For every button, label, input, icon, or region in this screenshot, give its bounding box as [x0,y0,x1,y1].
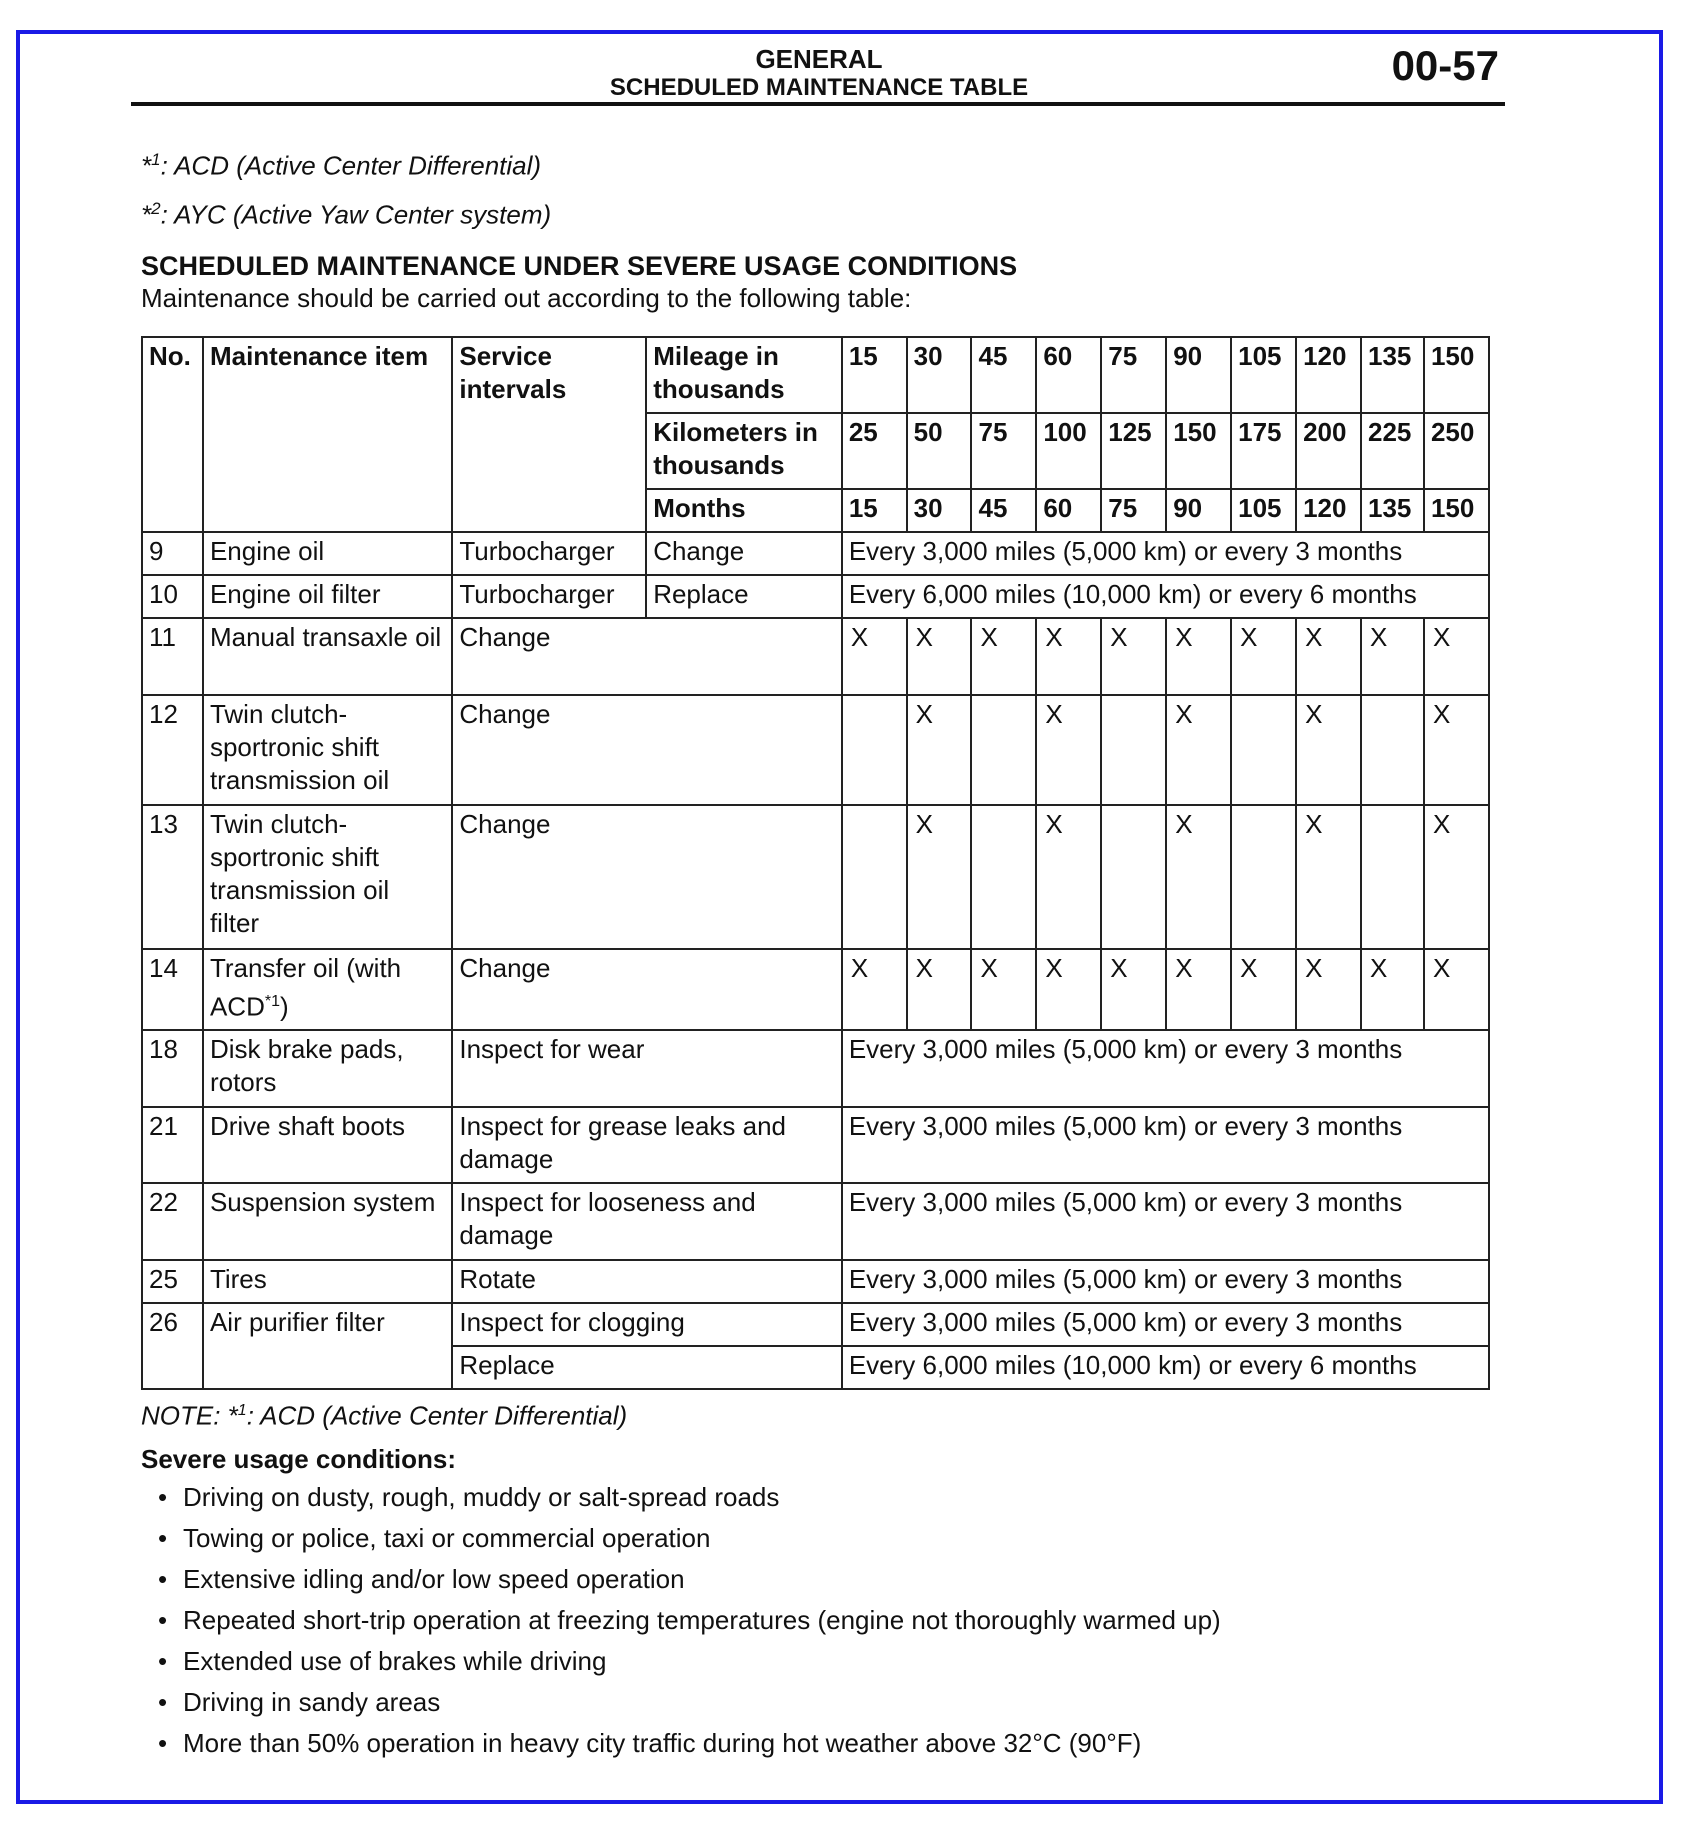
x-mark: X [1231,618,1296,695]
row-service: Change [452,618,841,695]
conditions-list [141,1482,1221,1769]
row-interval: Every 3,000 miles (5,000 km) or every 3 months [842,532,1489,575]
mileage-value: 120 [1296,337,1361,413]
row-interval: Every 3,000 miles (5,000 km) or every 3 months [842,1303,1489,1346]
row-number: 9 [142,532,203,575]
section-intro: Maintenance should be carried out according to the following table: [141,283,912,313]
row-number: 26 [142,1303,203,1389]
x-mark: X [971,949,1036,1030]
row-action: Change [646,532,842,575]
kilometers-value: 150 [1166,413,1231,489]
x-mark: X [907,618,972,695]
x-mark: X [1296,618,1361,695]
list-item: • Extended use of brakes while driving [158,1646,607,1676]
table-row [142,575,1489,618]
x-mark: X [1036,618,1101,695]
row-interval: Every 3,000 miles (5,000 km) or every 3 months [842,1260,1489,1303]
x-mark: X [1361,618,1424,695]
months-value: 15 [842,489,907,532]
bullet-icon: • [158,1605,168,1635]
x-mark: X [1166,949,1231,1030]
row-item: Engine oil filter [203,575,452,618]
kilometers-value: 25 [842,413,907,489]
table-row [142,695,1489,805]
row-item: Manual transaxle oil [203,618,452,695]
empty-cell [1101,805,1166,949]
x-mark: X [1296,695,1361,805]
x-mark: X [1361,949,1424,1030]
table-row [142,1183,1489,1260]
months-value: 105 [1231,489,1296,532]
row-service: Rotate [452,1260,841,1303]
kilometers-value: 125 [1101,413,1166,489]
x-mark: X [1424,949,1489,1030]
table-row [142,1107,1489,1183]
header-rule [131,102,1505,106]
list-item: • Towing or police, taxi or commercial operation [158,1523,711,1553]
list-item: • Extensive idling and/or low speed operation [158,1564,685,1594]
empty-cell [1361,695,1424,805]
list-item: • More than 50% operation in heavy city traffic during hot weather above 32°C (90°F) [158,1728,1142,1758]
months-value: 75 [1101,489,1166,532]
x-mark: X [907,805,972,949]
col-header-service: Service intervals [452,337,646,532]
x-mark: X [1166,695,1231,805]
months-value: 45 [971,489,1036,532]
x-mark: X [1424,695,1489,805]
mileage-value: 75 [1101,337,1166,413]
kilometers-value: 50 [907,413,972,489]
table-row [142,949,1489,1030]
kilometers-label: Kilometers in thousands [646,413,842,489]
empty-cell [842,805,907,949]
maintenance-table [141,336,1490,1390]
header-row-mileage [142,337,1489,413]
row-item: Suspension system [203,1183,452,1260]
kilometers-value: 100 [1036,413,1101,489]
row-service: Turbocharger [452,575,646,618]
x-mark: X [1036,695,1101,805]
mileage-label: Mileage in thousands [646,337,842,413]
x-mark: X [1036,805,1101,949]
bullet-icon: • [158,1523,168,1553]
x-mark: X [1101,949,1166,1030]
row-service: Turbocharger [452,532,646,575]
bullet-icon: • [158,1646,168,1676]
row-item: Twin clutch-sportronic shift transmission oil [203,695,452,805]
row-service: Change [452,805,841,949]
empty-cell [842,695,907,805]
row-interval: Every 3,000 miles (5,000 km) or every 3 months [842,1183,1489,1260]
row-number: 21 [142,1107,203,1183]
empty-cell [1231,805,1296,949]
list-item: • Driving in sandy areas [158,1687,441,1717]
row-service: Inspect for looseness and damage [452,1183,841,1260]
months-value: 150 [1424,489,1489,532]
x-mark: X [1101,618,1166,695]
kilometers-value: 75 [971,413,1036,489]
bullet-icon: • [158,1564,168,1594]
kilometers-value: 175 [1231,413,1296,489]
x-mark: X [842,949,907,1030]
list-item: • Driving on dusty, rough, muddy or salt-spread roads [158,1482,780,1512]
row-service: Replace [452,1346,841,1389]
row-number: 14 [142,949,203,1030]
bullet-icon: • [158,1482,168,1512]
footnote-acd: *$^1$: ACD (Active Center Differential) [141,150,542,181]
months-value: 60 [1036,489,1101,532]
row-number: 11 [142,618,203,695]
mileage-value: 90 [1166,337,1231,413]
table-row [142,618,1489,695]
mileage-value: 45 [971,337,1036,413]
row-number: 13 [142,805,203,949]
col-header-item: Maintenance item [203,337,452,532]
page-number: 00-57 [1391,42,1499,89]
row-interval: Every 3,000 miles (5,000 km) or every 3 months [842,1107,1489,1183]
months-value: 135 [1361,489,1424,532]
empty-cell [1101,695,1166,805]
table-row [142,1260,1489,1303]
row-interval: Every 6,000 miles (10,000 km) or every 6 months [842,1346,1489,1389]
x-mark: X [1231,949,1296,1030]
row-service: Inspect for clogging [452,1303,841,1346]
x-mark: X [907,949,972,1030]
row-service: Change [452,695,841,805]
row-interval: Every 6,000 miles (10,000 km) or every 6 months [842,575,1489,618]
bullet-icon: • [158,1687,168,1717]
months-value: 120 [1296,489,1361,532]
row-item: Transfer oil (with ACD$^{*1}$) [203,949,452,1030]
x-mark: X [971,618,1036,695]
col-header-no: No. [142,337,203,532]
mileage-value: 105 [1231,337,1296,413]
row-item: Tires [203,1260,452,1303]
row-item: Twin clutch-sportronic shift transmission oil filter [203,805,452,949]
mileage-value: 30 [907,337,972,413]
empty-cell [971,695,1036,805]
mileage-value: 135 [1361,337,1424,413]
row-service: Change [452,949,841,1030]
list-item: • Repeated short-trip operation at freezing temperatures (engine not thoroughly warmed up) [158,1605,1221,1635]
x-mark: X [842,618,907,695]
x-mark: X [1424,618,1489,695]
mileage-value: 15 [842,337,907,413]
row-number: 18 [142,1030,203,1107]
table-row [142,805,1489,949]
row-service: Inspect for wear [452,1030,841,1107]
table-row [142,532,1489,575]
row-item: Drive shaft boots [203,1107,452,1183]
empty-cell [1231,695,1296,805]
row-number: 25 [142,1260,203,1303]
section-title: SCHEDULED MAINTENANCE UNDER SEVERE USAGE CONDITIONS [141,251,1018,281]
empty-cell [971,805,1036,949]
months-label: Months [646,489,842,532]
kilometers-value: 225 [1361,413,1424,489]
row-item: Air purifier filter [203,1303,452,1389]
footnote-ayc: *$^2$: AYC (Active Yaw Center system) [141,199,552,230]
kilometers-value: 200 [1296,413,1361,489]
row-action: Replace [646,575,842,618]
mileage-value: 60 [1036,337,1101,413]
x-mark: X [1296,949,1361,1030]
row-item: Engine oil [203,532,452,575]
table-row [142,1303,1489,1346]
x-mark: X [1166,805,1231,949]
header-subtitle: SCHEDULED MAINTENANCE TABLE [609,74,1029,101]
row-number: 12 [142,695,203,805]
x-mark: X [1166,618,1231,695]
x-mark: X [1036,949,1101,1030]
row-number: 10 [142,575,203,618]
kilometers-value: 250 [1424,413,1489,489]
empty-cell [1361,805,1424,949]
mileage-value: 150 [1424,337,1489,413]
bullet-icon: • [158,1728,168,1758]
row-number: 22 [142,1183,203,1260]
table-row [142,1030,1489,1107]
x-mark: X [907,695,972,805]
row-interval: Every 3,000 miles (5,000 km) or every 3 months [842,1030,1489,1107]
months-value: 90 [1166,489,1231,532]
row-service: Inspect for grease leaks and damage [452,1107,841,1183]
row-item: Disk brake pads, rotors [203,1030,452,1107]
header-title: GENERAL [755,44,883,74]
x-mark: X [1296,805,1361,949]
months-value: 30 [907,489,972,532]
x-mark: X [1424,805,1489,949]
table-note: NOTE: *$^1$: ACD (Active Center Differential) [141,1400,628,1431]
conditions-title: Severe usage conditions: [141,1444,456,1474]
